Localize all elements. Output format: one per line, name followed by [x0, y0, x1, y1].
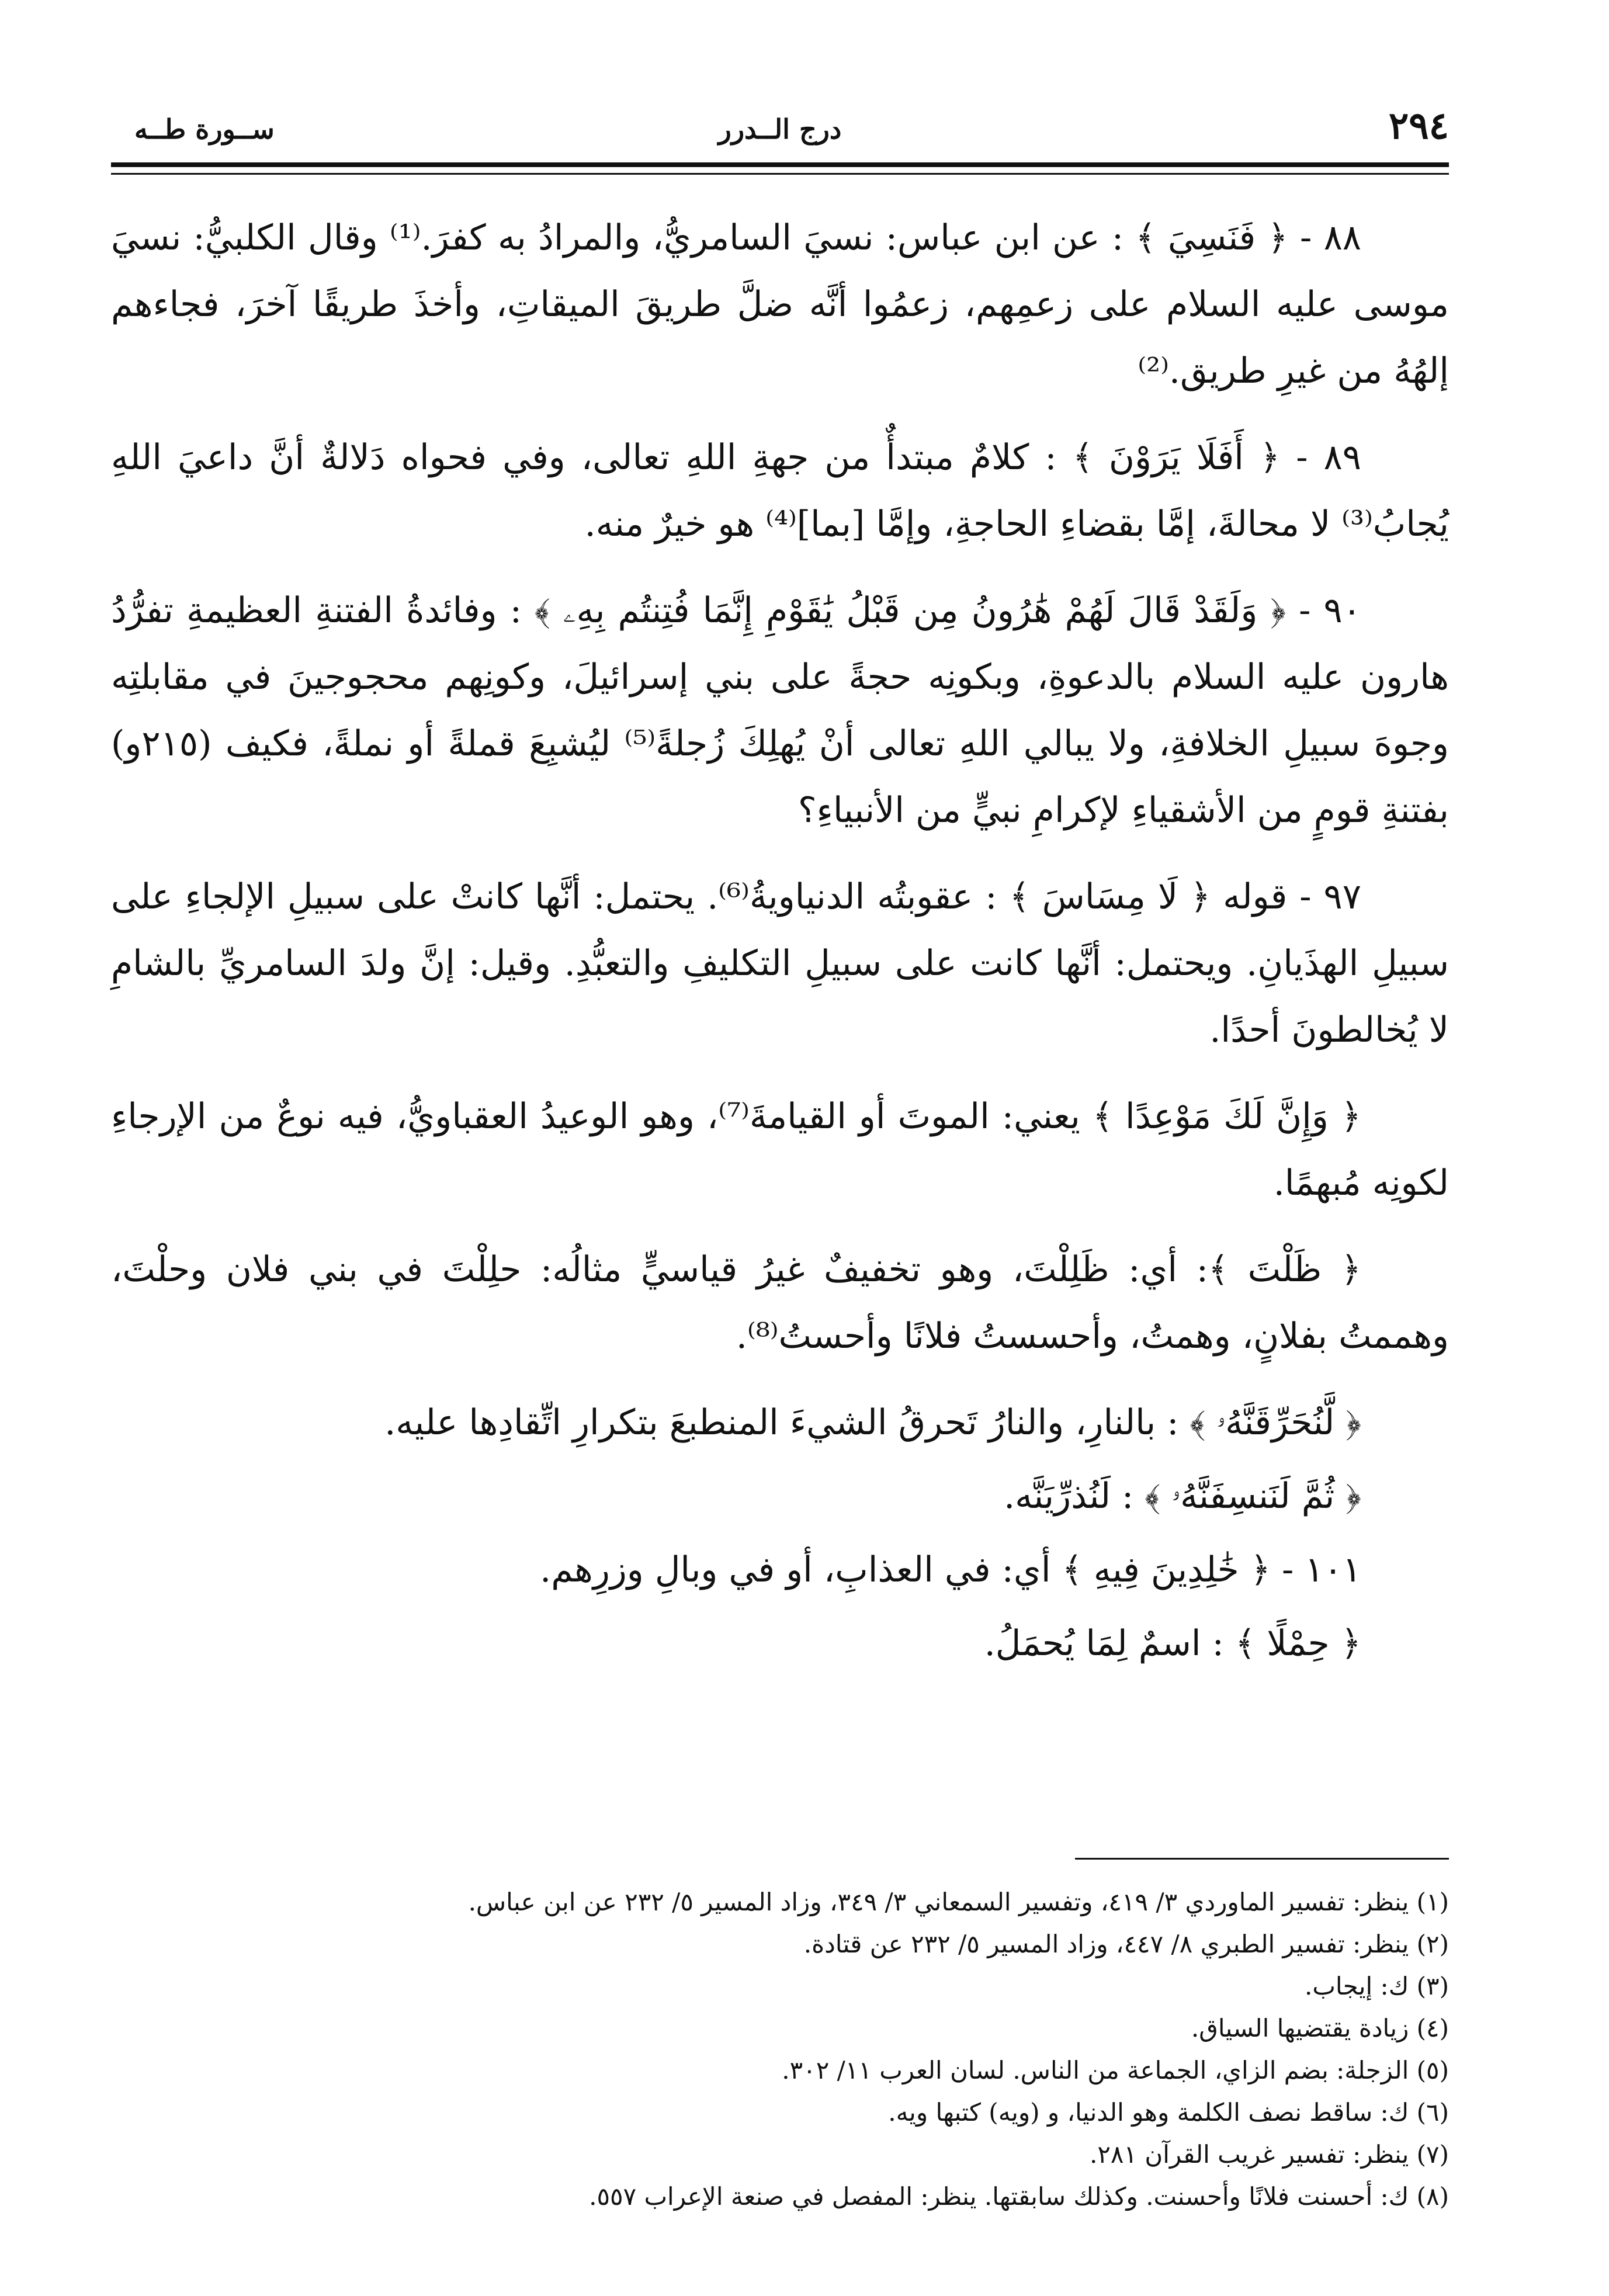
footnote-5: (٥) الزجلة: بضم الزاي، الجماعة من الناس. لسان العرب ١١/ ٣٠٢. [782, 2056, 1449, 2085]
footnote-divider [1075, 1858, 1449, 1860]
paragraph-verse-97: ٩٧ - قوله ﴿ لَا مِسَاسَ ﴾ : عقوبتُه الدنياويةُ⁽⁶⁾. يحتمل: أنَّها كانتْ على سبيلِ الإلجاءِ على سبيلِ الهذَيانِ. ويحتمل: أنَّها كانت على سبيلِ التكليفِ والتعبُّدِ. وقيل: إنَّ ولدَ السامريِّ بالشامِ لا يُخالطونَ أحدًا. [111, 876, 1449, 1050]
footnote-2: (٢) ينظر: تفسير الطبري ٨/ ٤٤٧، وزاد المسير ٥/ ٢٣٢ عن قتادة. [803, 1930, 1449, 1958]
paragraph-nansifannahu: ﴿ ثُمَّ لَنَنسِفَنَّهُۥ ﴾ : لَنُذرِّيَنَّه. [1004, 1476, 1361, 1517]
paragraph-verse-101: ١٠١ - ﴿ خَٰلِدِينَ فِيهِ ﴾ أي: في العذابِ، أو في وبالِ وزرِهم. [540, 1549, 1361, 1590]
header-divider [111, 162, 1449, 175]
paragraph-verse-89: ٨٩ - ﴿ أَفَلَا يَرَوْنَ ﴾ : كلامٌ مبتدأٌ من جهةِ اللهِ تعالى، وفي فحواه دَلالةٌ أنَّ داعيَ اللهِ يُجابُ⁽³⁾ لا محالةَ، إمَّا بقضاءِ الحاجةِ، وإمَّا [بما]⁽⁴⁾ هو خيرٌ منه. [111, 437, 1449, 544]
footnote-6: (٦) ك: ساقط نصف الكلمة وهو الدنيا، و (ويه) كتبها ويه. [888, 2098, 1449, 2127]
paragraph-verse-88: ٨٨ - ﴿ فَنَسِيَ ﴾ : عن ابن عباس: نسيَ السامريُّ، والمرادُ به كفرَ.⁽¹⁾ وقال الكلبيُّ: نسيَ موسى عليه السلام على زعمِهم، زعمُوا أنَّه ضلَّ طريقَ الميقاتِ، وأخذَ طريقًا آخرَ، فجاءهم إلهُهُ من غيرِ طريق.⁽²⁾ [111, 217, 1449, 391]
book-page [111, 93, 1450, 2211]
footnote-8: (٨) ك: أحسنت فلانًا وأحسنت. وكذلك سابقتها. ينظر: المفصل في صنعة الإعراب ٥٥٧. [589, 2182, 1449, 2211]
footnote-4: (٤) زيادة يقتضيها السياق. [1191, 2014, 1449, 2042]
surah-title: ســورة طــه [134, 113, 275, 145]
footnote-7: (٧) ينظر: تفسير غريب القرآن ٢٨١. [1090, 2140, 1449, 2169]
paragraph-mawid: ﴿ وَإِنَّ لَكَ مَوْعِدًا ﴾ يعني: الموتَ أو القيامةَ⁽⁷⁾، وهو الوعيدُ العقباويُّ، فيه نوعٌ من الإرجاءِ لكونِه مُبهمًا. [111, 1096, 1449, 1204]
paragraph-zalta: ﴿ ظَلْتَ ﴾: أي: ظَلِلْتَ، وهو تخفيفٌ غيرُ قياسيٍّ مثالُه: حلِلْتَ في بني فلان وحلْتَ، وهممتُ بفلانٍ، وهمتُ، وأحسستُ فلانًا وأحستُ⁽⁸⁾. [111, 1249, 1449, 1357]
paragraph-nuharriqannahu: ﴿ لَّنُحَرِّقَنَّهُۥ ﴾ : بالنارِ، والنارُ تَحرقُ الشيءَ المنطبعَ بتكرارِ اتِّقادِها عليه. [384, 1402, 1361, 1443]
paragraph-verse-90: ٩٠ - ﴿ وَلَقَدْ قَالَ لَهُمْ هَٰرُونُ مِن قَبْلُ يَٰقَوْمِ إِنَّمَا فُتِنتُم بِهِۦ ﴾ : وفائدةُ الفتنةِ العظيمةِ تفرُّدُ هارون عليه السلام بالدعوةِ، وبكونِه حجةً على بني إسرائيلَ، وكونِهم محجوجينَ في مقابلتِه وجوهَ سبيلِ الخلافةِ، ولا يبالي اللهِ تعالى أنْ يُهلِكَ زُجلةً⁽⁵⁾ ليُشبِعَ قملةً أو نملةً، فكيف (٢١٥و) بفتنةِ قومٍ من الأشقياءِ لإكرامِ نبيٍّ من الأنبياءِ؟ [111, 590, 1450, 831]
footnote-1: (١) ينظر: تفسير الماوردي ٣/ ٤١٩، وتفسير السمعاني ٣/ ٣٤٩، وزاد المسير ٥/ ٢٣٢ عن ابن عباس. [468, 1888, 1449, 1916]
page-number: ٢٩٤ [1388, 104, 1449, 148]
footnotes [111, 1881, 1449, 2218]
paragraph-himla: ﴿ حِمْلًا ﴾ : اسمٌ لِمَا يُحمَلُ. [984, 1623, 1361, 1664]
main-text [111, 204, 1449, 1684]
book-title: درج الــدرر [718, 113, 842, 145]
footnote-3: (٣) ك: إيجاب. [1305, 1972, 1449, 2000]
running-header [111, 93, 1449, 169]
